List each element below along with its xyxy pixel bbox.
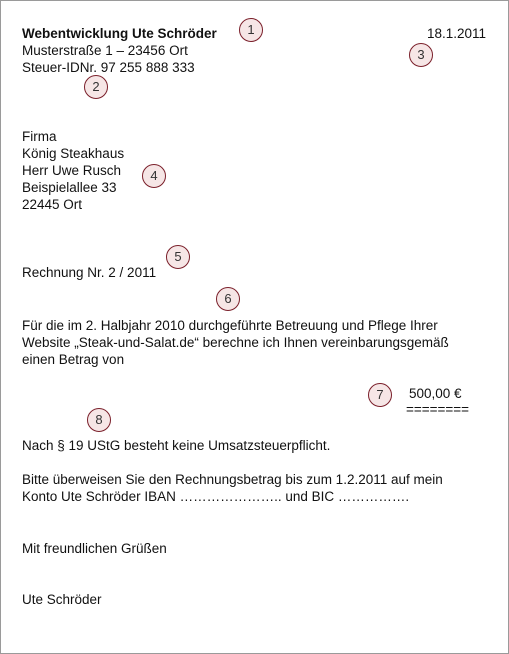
body-line-2: Website „Steak-und-Salat.de“ berechne ich Ihnen vereinbarungsgemäß (22, 335, 449, 350)
body-line-1: Für die im 2. Halbjahr 2010 durchgeführte Betreuung und Pflege Ihrer (22, 318, 438, 333)
annotation-marker-4: 4 (142, 164, 166, 188)
invoice-amount: 500,00 € (409, 386, 462, 401)
letter-date: 18.1.2011 (427, 26, 487, 41)
recipient-contact: Herr Uwe Rusch (22, 163, 122, 178)
recipient-street: Beispielallee 33 (22, 180, 117, 195)
body-line-3: einen Betrag von (22, 352, 125, 367)
annotation-marker-8: 8 (87, 408, 111, 432)
annotation-marker-1: 1 (239, 18, 263, 42)
closing-greeting: Mit freundlichen Grüßen (22, 541, 167, 556)
invoice-number: Rechnung Nr. 2 / 2011 (22, 265, 157, 280)
recipient-city: 22445 Ort (22, 197, 83, 212)
annotation-marker-5: 5 (166, 245, 190, 269)
sender-name: Webentwicklung Ute Schröder (22, 26, 217, 41)
signature-name: Ute Schröder (22, 592, 102, 607)
annotation-marker-2: 2 (84, 75, 108, 99)
tax-note: Nach § 19 UStG besteht keine Umsatzsteuerpflicht. (22, 438, 331, 453)
annotation-marker-7: 7 (368, 383, 392, 407)
payment-line-1: Bitte überweisen Sie den Rechnungsbetrag bis zum 1.2.2011 auf mein (22, 472, 443, 487)
sender-tax-id: Steuer-IDNr. 97 255 888 333 (22, 60, 195, 75)
amount-underline: ======== (406, 402, 470, 417)
recipient-company-label: Firma (22, 129, 57, 144)
recipient-company: König Steakhaus (22, 146, 125, 161)
payment-line-2: Konto Ute Schröder IBAN ………………….. und BIC ……………. (22, 489, 410, 504)
annotation-marker-6: 6 (216, 287, 240, 311)
annotation-marker-3: 3 (409, 43, 433, 67)
sender-street: Musterstraße 1 – 23456 Ort (22, 43, 188, 58)
